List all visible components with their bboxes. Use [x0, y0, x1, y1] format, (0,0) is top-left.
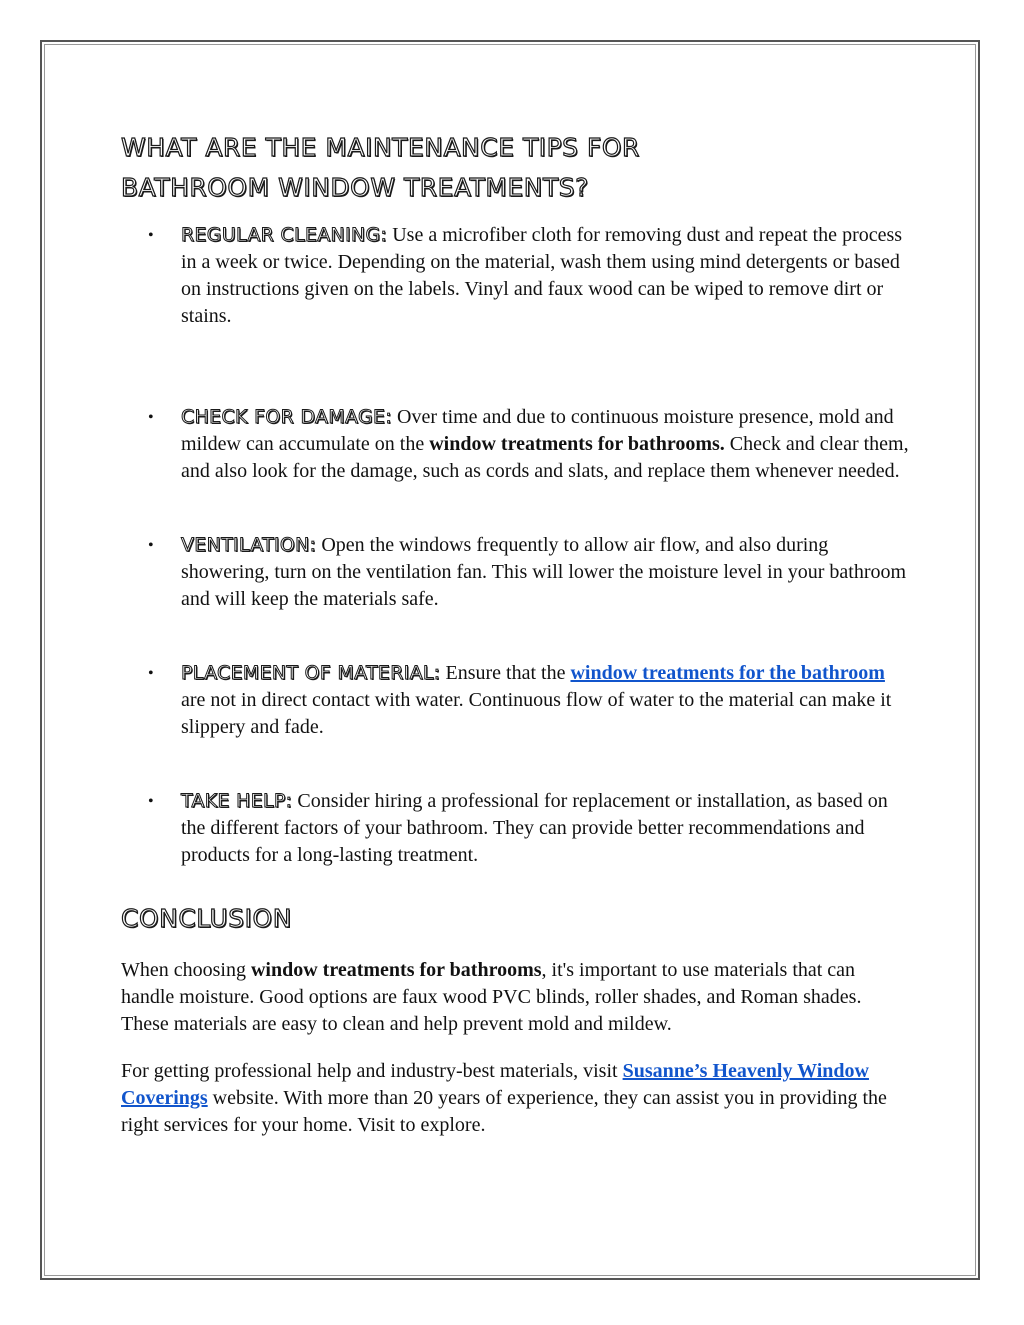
tip-text: Consider hiring a professional for replacement or installation, as based on the different factors of your bathroom. They can provide better recommendations and products for a long-lasting treatment.: [181, 790, 888, 866]
tip-ventilation: [181, 532, 911, 613]
tip-check-for-damage: [181, 404, 911, 485]
tip-label: PLACEMENT OF MATERIAL:: [181, 662, 441, 684]
conclusion-heading: CONCLUSION: [121, 904, 292, 933]
paragraph-text: When choosing: [121, 959, 251, 981]
page-title: WHAT ARE THE MAINTENANCE TIPS FOR BATHROOM WINDOW TREATMENTS?: [121, 133, 640, 202]
window-treatments-link[interactable]: window treatments for the bathroom: [570, 662, 885, 684]
tip-label: REGULAR CLEANING:: [181, 224, 388, 246]
tip-bold-text: window treatments for bathrooms.: [429, 433, 725, 455]
tip-text: Ensure that the: [440, 662, 571, 684]
document-body: [121, 128, 911, 1139]
tip-label: TAKE HELP:: [181, 790, 293, 812]
tip-text: are not in direct contact with water. Continuous flow of water to the material can make it slippery and fade.: [181, 689, 892, 738]
tip-text: Check and clear them, and also look for the damage, such as cords and slats, and replace them whenever needed.: [181, 433, 909, 482]
tips-list: [121, 222, 911, 869]
tip-text: Open the windows frequently to allow air flow, and also during showering, turn on the ventilation fan. This will lower the moisture level in your bathroom and will keep the materials safe.: [181, 534, 907, 610]
paragraph-text: website. With more than 20 years of experience, they can assist you in providing the right services for your home. Visit to explore.: [121, 1087, 887, 1136]
tip-take-help: [181, 788, 911, 869]
visit-paragraph: [121, 1058, 911, 1139]
conclusion-paragraph: [121, 957, 911, 1038]
paragraph-text: For getting professional help and industry-best materials, visit: [121, 1060, 623, 1082]
tip-text: Use a microfiber cloth for removing dust and repeat the process in a week or twice. Depending on the material, wash them using mind detergents or based on instructions given on the labels. Vinyl and faux wood can be wiped to remove dirt or stains.: [181, 224, 903, 327]
tip-label: CHECK FOR DAMAGE:: [181, 406, 393, 428]
paragraph-text: , it's important to use materials that can handle moisture. Good options are faux wood PVC blinds, roller shades, and Roman shades. These materials are easy to clean and help prevent mold and mildew.: [121, 959, 862, 1035]
susannes-heavenly-window-coverings-link[interactable]: Susanne’s Heavenly Window Coverings: [121, 1060, 869, 1109]
tip-placement-of-material: [181, 660, 911, 741]
tip-regular-cleaning: [181, 222, 911, 330]
tip-label: VENTILATION:: [181, 534, 317, 556]
tip-text: Over time and due to continuous moisture presence, mold and mildew can accumulate on the: [181, 406, 894, 455]
paragraph-bold-text: window treatments for bathrooms: [250, 959, 542, 981]
